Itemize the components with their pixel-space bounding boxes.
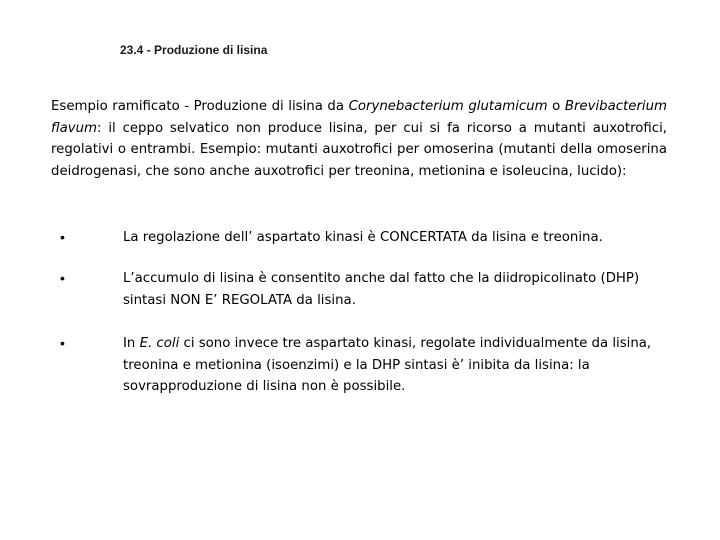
bullet-dot: • — [60, 229, 65, 245]
bullet-text-after: ci sono invece tre aspartato kinasi, regolate individualmente da lisina, treonina e metionina (isoenzimi) e la DHP sintasi è’ inibita da lisina: la sovrapproduzione di lisina non è possibile. — [123, 336, 652, 394]
bullet-text-before: In — [123, 336, 140, 351]
slide-title: 23.4 - Produzione di lisina — [120, 43, 268, 57]
intro-text-3: : il ceppo selvatico non produce lisina, per cui si fa ricorso a mutanti auxotrofici, regolativi o entrambi. Esempio: mutanti auxotrofici per omoserina (mutanti della omoserina deidrogenasi, che sono anche auxotrofici per treonina, metionina e isoleucina, lucido): — [51, 120, 667, 179]
species-corynebacterium: Corynebacterium glutamicum — [348, 99, 548, 114]
bullet-text — [123, 333, 667, 398]
intro-text-1: Esempio ramificato - Produzione di lisina da — [51, 99, 349, 114]
intro-text-2: o — [547, 99, 565, 114]
species-brevibacterium: Brevibacterium flavum — [51, 99, 667, 136]
bullet-text: La regolazione dell’ aspartato kinasi è CONCERTATA da lisina e treonina. — [123, 230, 603, 245]
bullet-dot: • — [60, 270, 65, 286]
intro-paragraph — [51, 96, 667, 182]
species-ecoli: E. coli — [139, 336, 180, 351]
bullet-dot: • — [60, 335, 65, 351]
bullet-text: L’accumulo di lisina è consentito anche dal fatto che la diidropicolinato (DHP) sintasi NON E’ REGOLATA da lisina. — [123, 271, 640, 308]
